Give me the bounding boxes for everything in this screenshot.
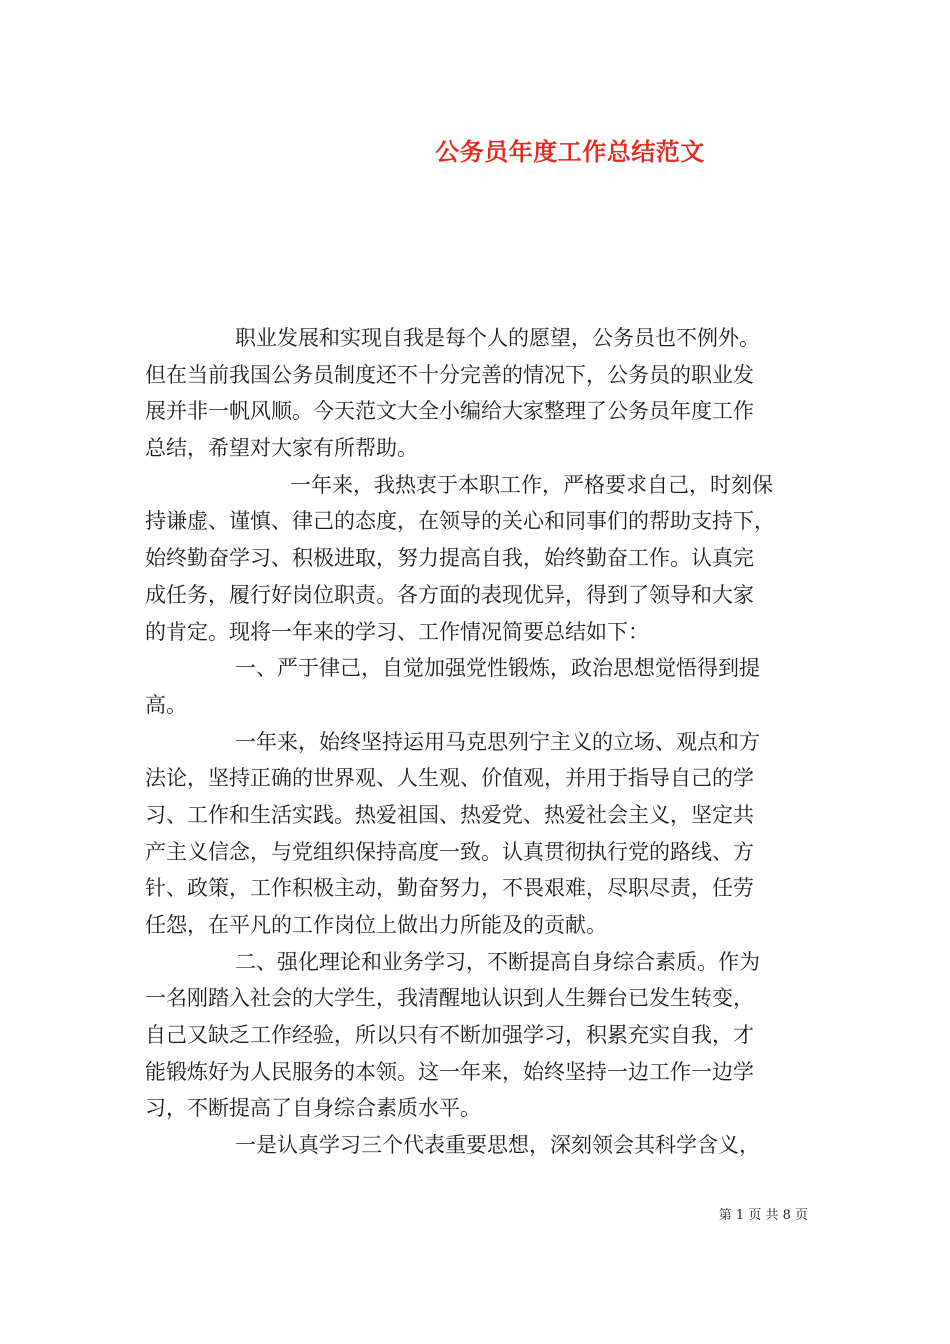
page-number-footer: 第 1 页 共 8 页 <box>718 1208 808 1223</box>
body-line: 一年来，我热衷于本职工作，严格要求自己，时刻保 <box>290 472 773 497</box>
body-line: 习、工作和生活实践。热爱祖国、热爱党、热爱社会主义，坚定共 <box>145 802 754 827</box>
body-line: 高。 <box>145 692 187 717</box>
body-line: 自己又缺乏工作经验，所以只有不断加强学习，积累充实自我，才 <box>145 1023 754 1048</box>
body-line: 但在当前我国公务员制度还不十分完善的情况下，公务员的职业发 <box>145 362 754 387</box>
body-line: 法论，坚持正确的世界观、人生观、价值观，并用于指导自己的学 <box>145 766 754 791</box>
body-line: 一、严于律己，自觉加强党性锻炼，政治思想觉悟得到提 <box>235 656 760 681</box>
body-line: 任怨，在平凡的工作岗位上做出力所能及的贡献。 <box>145 913 607 937</box>
document-body <box>145 320 810 1164</box>
body-line: 始终勤奋学习、积极进取，努力提高自我，始终勤奋工作。认真完 <box>145 546 754 571</box>
document-title: 公务员年度工作总结范文 <box>435 137 705 166</box>
body-line: 持谦虚、谨慎、律己的态度，在领导的关心和同事们的帮助支持下， <box>145 509 775 534</box>
body-line: 习，不断提高了自身综合素质水平。 <box>145 1096 481 1121</box>
body-line: 一名刚踏入社会的大学生，我清醒地认识到人生舞台已发生转变， <box>145 986 754 1011</box>
body-line: 二、强化理论和业务学习，不断提高自身综合素质。作为 <box>235 949 760 974</box>
body-line: 成任务，履行好岗位职责。各方面的表现优异，得到了领导和大家 <box>145 582 754 607</box>
body-line: 的肯定。现将一年来的学习、工作情况简要总结如下： <box>145 619 649 644</box>
body-line: 展并非一帆风顺。今天范文大全小编给大家整理了公务员年度工作 <box>145 399 754 424</box>
body-line: 一年来，始终坚持运用马克思列宁主义的立场、观点和方 <box>235 729 760 754</box>
body-line: 总结，希望对大家有所帮助。 <box>145 436 418 461</box>
body-line: 产主义信念，与党组织保持高度一致。认真贯彻执行党的路线、方 <box>145 839 754 864</box>
body-line: 一是认真学习三个代表重要思想，深刻领会其科学含义， <box>235 1133 760 1158</box>
body-line: 职业发展和实现自我是每个人的愿望，公务员也不例外。 <box>235 326 760 350</box>
body-line: 能锻炼好为人民服务的本领。这一年来，始终坚持一边工作一边学 <box>145 1059 754 1084</box>
body-line: 针、政策，工作积极主动，勤奋努力，不畏艰难，尽职尽责，任劳 <box>145 876 754 901</box>
